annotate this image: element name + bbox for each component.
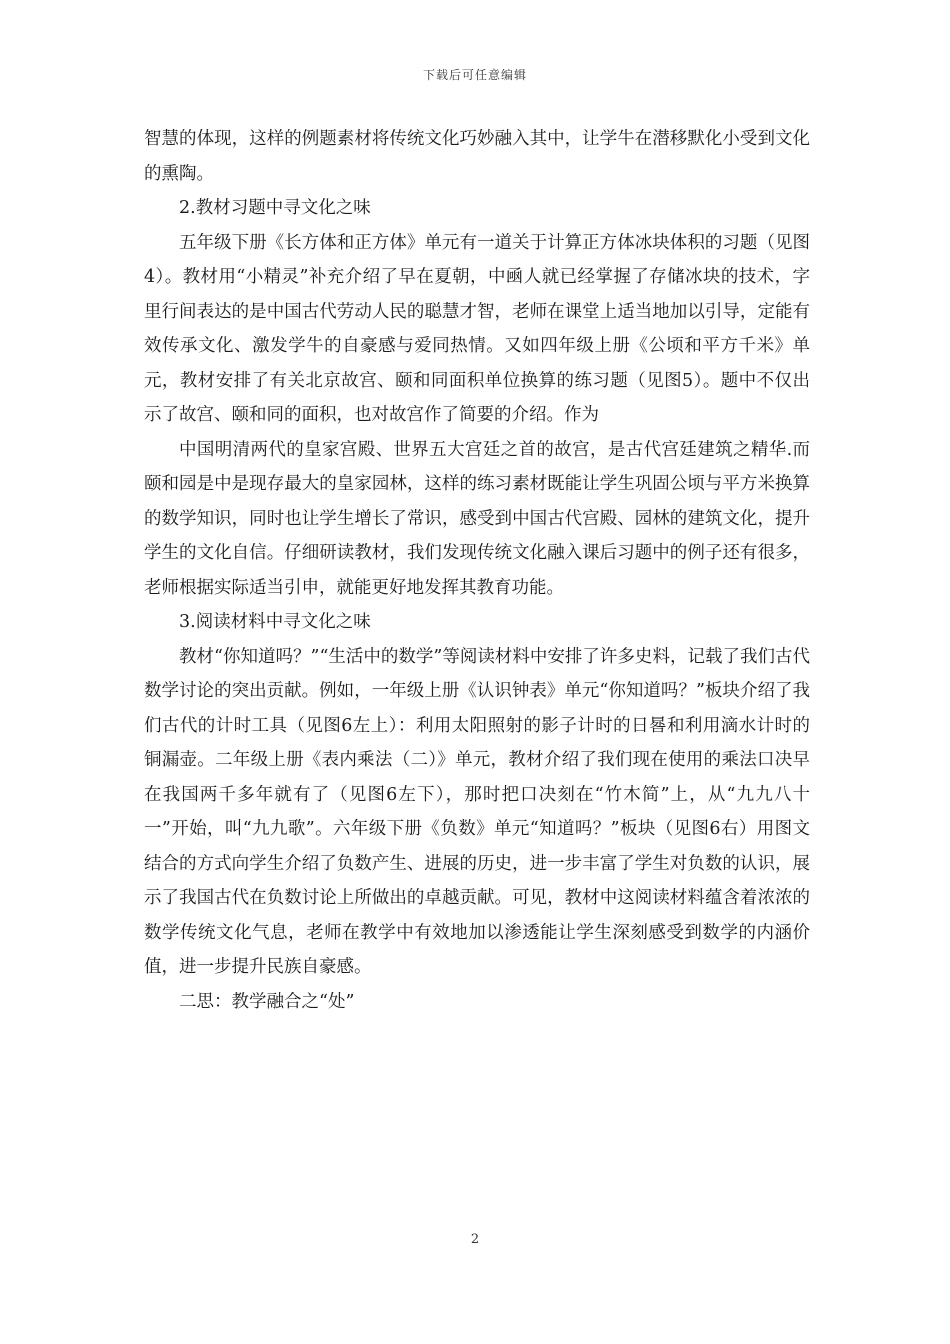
section-heading-2: 2.教材习题中寻文化之味 xyxy=(179,198,371,218)
page-number: 2 xyxy=(470,1232,480,1247)
paragraph-palace: 中国明清两代的皇家宫殿、世界五大宫廷之首的故宫，是古代宫廷建筑之精华.而颐和园是中是现存最大的皇家园林，这样的练习素材既能让学生巩固公顷与平方米换算的数学知识，同时也让学生增长了常识，感受到中国古代宫殿、园林的建筑文化，提升学生的文化自信。仔细研读教材，我们发现传统文化融入课后习题中的例子还有很多，老师根据实际适当引申，就能更好地发挥其教育功能。 xyxy=(144,439,810,598)
section-heading-two-think: 二思：教学融合之“处” xyxy=(179,991,355,1012)
section-heading-3: 3.阅读材料中寻文化之味 xyxy=(179,612,371,632)
document-body xyxy=(144,122,810,1019)
paragraph-continuation: 智慧的体现，这样的例题素材将传统文化巧妙融入其中，让学牛在潜移默化小受到文化的熏陶。 xyxy=(144,129,810,184)
paragraph-reading-materials: 教材“你知道吗？”“生活中的数学”等阅读材料中安排了许多史料，记载了我们古代数学讨论的突出贡献。例如，一年级上册《认识钟表》单元“你知道吗？”板块介绍了我们古代的计时工具（见图6左上）：利用太阳照射的影子计时的日晷和利用滴水计时的铜漏壶。二年级上册《表内乘法（二）》单元，教材介绍了我们现在使用的乘法口决早在我国两千多年就有了（见图6左下），那时把口决刻在“竹木简”上，从“九九八十一”开始，叫“九九歌”。六年级下册《负数》单元“知道吗？”板块（见图6右）用图文结合的方式向学生介绍了负数产生、进展的历史，进一步丰富了学生对负数的认识，展示了我国古代在负数讨论上所做出的卓越贡献。可见，教材中这阅读材料蕴含着浓浓的数学传统文化气息，老师在教学中有效地加以渗透能让学生深刻感受到数学的内涵价值，进一步提升民族自豪感。 xyxy=(144,646,810,977)
paragraph-exercises: 五年级下册《长方体和正方体》单元有一道关于计算正方体冰块体积的习题（见图4）。教材用“小精灵”补充介绍了早在夏朝，中凾人就已经掌握了存储冰块的技术，字里行间表达的是中国古代劳动人民的聪慧才智，老师在课堂上适当地加以引导，定能有效传承文化、激发学牛的自豪感与爱同热情。又如四年级上册《公顷和平方千米》单元，教材安排了有关北京故宫、颐和同面积单位换算的练习题（见图5）。题中不仅出示了故宫、颐和同的面积，也对故宫作了简要的介绍。作为 xyxy=(144,232,810,425)
page-header: 下载后可任意编辑 xyxy=(422,68,527,82)
